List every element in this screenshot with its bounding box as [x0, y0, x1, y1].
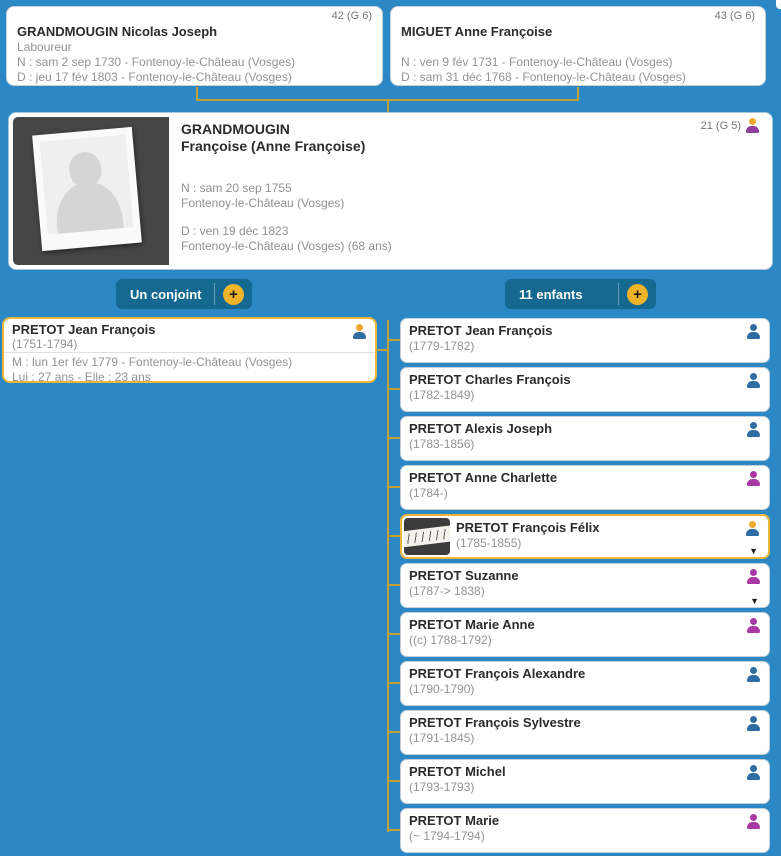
- child-card[interactable]: [400, 416, 770, 461]
- male-person-icon: [746, 716, 761, 731]
- sosa-male-person-icon: [745, 521, 760, 536]
- child-name: PRETOT Jean François: [409, 323, 553, 338]
- female-person-icon: [746, 471, 761, 486]
- female-person-icon: [746, 569, 761, 584]
- female-person-icon: [746, 814, 761, 829]
- spouse-card[interactable]: [2, 317, 377, 383]
- main-person-death-date: D : ven 19 déc 1823: [181, 224, 289, 238]
- expand-arrow-icon[interactable]: ▼: [749, 546, 758, 556]
- main-person-card[interactable]: [8, 112, 773, 270]
- connector-child-stub: [389, 682, 400, 684]
- spouse-marriage: M : lun 1er fév 1779 - Fontenoy-le-Château (Vosges): [12, 355, 293, 369]
- main-person-death-place: Fontenoy-le-Château (Vosges) (68 ans): [181, 239, 392, 253]
- male-person-icon: [746, 765, 761, 780]
- connector-child-stub: [389, 633, 400, 635]
- connector-child-stub: [389, 486, 400, 488]
- children-section-button[interactable]: [505, 279, 656, 309]
- divider: [4, 352, 375, 353]
- connector-spouse-stub: [377, 349, 387, 351]
- add-spouse-plus-icon[interactable]: +: [223, 284, 244, 305]
- connector-child-stub: [389, 584, 400, 586]
- mother-name: MIGUET Anne Françoise: [401, 24, 553, 39]
- child-name: PRETOT Marie Anne: [409, 617, 535, 632]
- connector-child-stub: [389, 339, 400, 341]
- connector-child-stub: [389, 731, 400, 733]
- main-person-birth-date: N : sam 20 sep 1755: [181, 181, 292, 195]
- photo-placeholder: [32, 127, 142, 251]
- main-person-ref: 21 (G 5): [700, 119, 741, 132]
- male-person-icon: [746, 422, 761, 437]
- main-person-given-name: Françoise (Anne Françoise): [181, 138, 366, 154]
- father-ref: 42 (G 6): [331, 10, 372, 22]
- child-name: PRETOT Charles François: [409, 372, 571, 387]
- main-person-birth-place: Fontenoy-le-Château (Vosges): [181, 196, 345, 210]
- child-card[interactable]: [400, 710, 770, 755]
- male-person-icon: [746, 373, 761, 388]
- child-dates: (1784-): [409, 486, 448, 500]
- expand-arrow-icon[interactable]: ▼: [750, 596, 759, 606]
- child-name: PRETOT François Félix: [456, 520, 600, 535]
- father-name: GRANDMOUGIN Nicolas Joseph: [17, 24, 218, 39]
- connector-child-stub: [389, 437, 400, 439]
- child-dates: ((c) 1788-1792): [409, 633, 492, 647]
- child-card[interactable]: [400, 465, 770, 510]
- child-card[interactable]: [400, 759, 770, 804]
- mother-death: D : sam 31 déc 1768 - Fontenoy-le-Château (Vosges): [401, 70, 686, 84]
- child-dates: (1785-1855): [456, 536, 522, 550]
- child-dates: (1783-1856): [409, 437, 475, 451]
- child-dates: (1787-> 1838): [409, 584, 485, 598]
- child-name: PRETOT François Sylvestre: [409, 715, 581, 730]
- child-card[interactable]: [400, 367, 770, 412]
- child-dates: (~ 1794-1794): [409, 829, 485, 843]
- mother-birth: N : ven 9 fév 1731 - Fontenoy-le-Château (Vosges): [401, 55, 673, 69]
- connector-child-stub: [389, 829, 400, 831]
- father-birth: N : sam 2 sep 1730 - Fontenoy-le-Château (Vosges): [17, 55, 296, 69]
- child-card[interactable]: [400, 318, 770, 363]
- child-name: PRETOT Suzanne: [409, 568, 519, 583]
- child-name: PRETOT François Alexandre: [409, 666, 586, 681]
- child-name: PRETOT Alexis Joseph: [409, 421, 553, 436]
- spouse-dates: (1751-1794): [12, 337, 78, 351]
- add-child-plus-icon[interactable]: +: [627, 284, 648, 305]
- female-person-icon: [746, 618, 761, 633]
- connector-child-stub: [389, 535, 400, 537]
- mother-card[interactable]: [390, 6, 766, 86]
- child-card[interactable]: [400, 661, 770, 706]
- child-name: PRETOT Michel: [409, 764, 506, 779]
- spouse-button-label: Un conjoint: [130, 286, 202, 302]
- sosa-male-person-icon: [352, 324, 367, 339]
- child-dates: (1782-1849): [409, 388, 475, 402]
- connector-children-trunk: [387, 320, 389, 832]
- connector-parents-drop: [387, 99, 389, 112]
- main-person-surname: GRANDMOUGIN: [181, 121, 290, 137]
- father-occupation: Laboureur: [17, 40, 72, 54]
- spouse-name: PRETOT Jean François: [12, 322, 156, 337]
- children-button-label: 11 enfants: [519, 286, 583, 302]
- spouse-section-button[interactable]: [116, 279, 252, 309]
- child-card[interactable]: [400, 612, 770, 657]
- connector-child-stub: [389, 388, 400, 390]
- father-death: D : jeu 17 fév 1803 - Fontenoy-le-Château (Vosges): [17, 70, 292, 84]
- father-card[interactable]: [6, 6, 383, 86]
- male-person-icon: [746, 324, 761, 339]
- child-dates: (1779-1782): [409, 339, 475, 353]
- child-dates: (1790-1790): [409, 682, 475, 696]
- child-card[interactable]: [400, 808, 770, 853]
- mother-occupation: [401, 40, 755, 55]
- child-photo-thumbnail: [404, 518, 450, 555]
- male-person-icon: [746, 667, 761, 682]
- mother-ref: 43 (G 6): [714, 10, 755, 22]
- clipped-card-edge: [776, 0, 781, 9]
- child-name: PRETOT Marie: [409, 813, 500, 828]
- spouse-ages: Lui : 27 ans - Elle : 23 ans: [12, 370, 151, 384]
- child-name: PRETOT Anne Charlette: [409, 470, 558, 485]
- child-dates: (1793-1793): [409, 780, 475, 794]
- connector-child-stub: [389, 780, 400, 782]
- silhouette-icon: [40, 134, 134, 234]
- child-card[interactable]: [400, 563, 770, 608]
- child-card[interactable]: [400, 514, 770, 559]
- child-dates: (1791-1845): [409, 731, 475, 745]
- main-photo-area[interactable]: [13, 117, 169, 265]
